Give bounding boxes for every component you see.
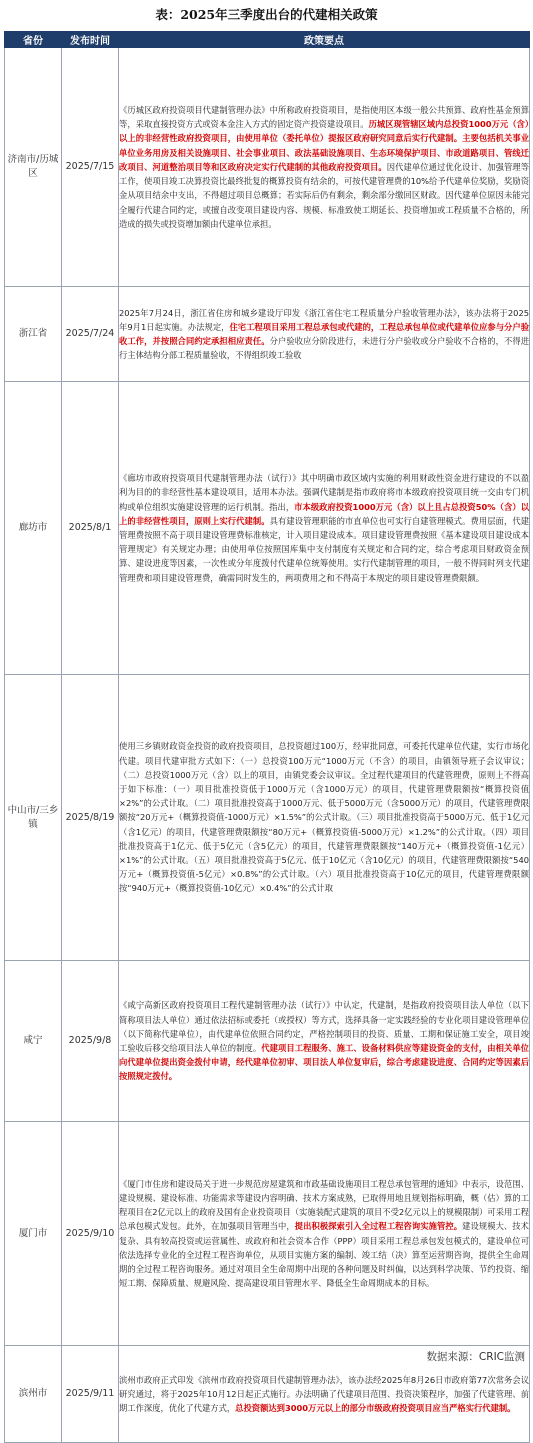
table-row xyxy=(5,287,530,382)
policy-text: 《厦门市住房和建设局关于进一步规范房屋建筑和市政基础设施项目工程总承包管理的通知》中表示，设范围、建设规模、建设标准、功能需求等建设内容明确、技术方案成熟，已取得用地且规划指标明确，概（估）算的工程项目在2亿元以上的政府及国有企业投资项目（实施装配式建筑的项目不受2亿元以上的规模限制）可采用工程总承包模式发包。此外，在加强项目管理当中， xyxy=(119,1178,529,1232)
highlighted-text: 住宅工程项目采用工程总承包或代建的，工程总承包单位或代建单位应参与分户验收工作，并按照合同约定承担相应责任。 xyxy=(119,321,529,346)
cell-policy-points xyxy=(119,48,530,287)
policy-table xyxy=(4,31,530,1443)
cell-province: 咸宁 xyxy=(5,961,62,1122)
cell-province: 廊坊市 xyxy=(5,382,62,675)
header-province: 省份 xyxy=(5,32,62,48)
policy-text: 因代建单位通过优化设计、加强管理等工作，使项目竣工决算投资比最终批复的概算投资有结余的，可按代建管理费的10%给予代建单位奖励，奖励资金从项目结余中支出，不得超过项目总概算；若实际后仍有剩余，剩余部分缴回区财政。因代建单位原因未能完全履行代建合同约定，或擅自改变项目建设内容、规模、标准致使工期延长、投资增加或工程质量不合格的，所造成的损失或投资增加额由代建单位承担。 xyxy=(119,161,529,229)
policy-text: 具有建设管理职能的市直单位也可实行自建管理模式。费用层面，代建管理费按照不高于项目建设管理费标准核定，计入项目建设成本。项目建设管理费按照《基本建设项目建设成本管理规定》有关规定办理；由使用单位按照国库集中支付制度有关规定和合同约定，综合考虑项目财政资金预算、建设进度等因素，一次性或分年度拨付代建单位统筹使用。实行代建制管理的项目，一般不得同时列支代建管理费和项目建设管理费，确需同时发生的，两项费用之和不得高于本规定的项目建设管理费限额。 xyxy=(119,515,529,583)
policy-text: 《历城区政府投资项目代建制管理办法》中所称政府投资项目，是指使用区本级一般公共预算、政府性基金预算等，采取直接投资方式或资本金注入方式的固定资产投资建设项目。 xyxy=(119,105,529,130)
cell-date: 2025/7/24 xyxy=(62,287,119,382)
cell-policy-points xyxy=(119,382,530,675)
highlighted-text: 代建项目工程服务、施工、设备材料供应等建设资金的支付，由相关单位向代建单位提出资金拨付申请，经代建单位初审、项目法人单位复审后，综合考虑建设进度、合同约定等因素后按照规定拨付。 xyxy=(119,1043,529,1082)
highlighted-text: 提出积极探索引入全过程工程咨询实施管控。 xyxy=(294,1221,463,1232)
cell-date: 2025/8/19 xyxy=(62,675,119,961)
table-row xyxy=(5,1122,530,1346)
policy-text: 滨州市政府正式印发《滨州市政府投资项目代建制管理办法》，该办法经2025年8月26日市政府第77次常务会议研究通过，将于2025年10月12日起正式施行。办法明确了代建项目范围、投资决策程序，加强了代建管理、前期工作深度，优化了代建方式， xyxy=(119,1374,529,1414)
table-title: 表：2025年三季度出台的代建相关政策 xyxy=(155,7,378,22)
table-row xyxy=(5,675,530,961)
policy-text: 2025年7月24日，浙江省住房和城乡建设厅印发《浙江省住宅工程质量分户验收管理办法》，该办法将于2025年9月1日起实施。办法规定， xyxy=(119,307,529,332)
cell-province: 济南市/历城区 xyxy=(5,48,62,287)
cell-policy-points xyxy=(119,675,530,961)
policy-text: 分户验收应分阶段进行，未进行分户验收或分户验收不合格的，不得进行主体结构分部工程质量验收，不得组织竣工验收 xyxy=(119,336,529,361)
table-header-row xyxy=(5,32,530,48)
policy-text: 建设规模大、技术复杂、具有较高投资或运营属性、或政府和社会资本合作（PPP）项目采用工程总承包发包模式的，建设单位可依法选择专业化的全过程工程咨询单位，从项目实施方案的编制、竣工结（决）算至运营期咨询，提供全生命周期的全过程工程咨询服务。通过对项目全生命周期中出现的各种问题及时纠偏，以达到科学决策、节约投资、缩短工期、保障质量、规避风险、提高建设项目管理水平、降低全生命周期成本的目标。 xyxy=(119,1221,529,1289)
highlighted-text: 市本级政府投资1000万元（含）以上且占总投资50%（含）以上的非经营性项目，原则上实行代建制。 xyxy=(119,501,529,526)
cell-policy-points xyxy=(119,287,530,382)
cell-date: 2025/7/15 xyxy=(62,48,119,287)
header-date: 发布时间 xyxy=(62,32,119,48)
cell-date: 2025/9/11 xyxy=(62,1346,119,1443)
cell-policy-points xyxy=(119,1122,530,1346)
table-row xyxy=(5,961,530,1122)
policy-text: 《咸宁高新区政府投资项目工程代建制管理办法（试行）》中认定，代建制，是指政府投资项目法人单位（以下简称项目法人单位）通过依法招标或委托（或授权）等方式，选择具备一定实践经验的专业化项目建设管理单位（以下简称代建单位），由代建单位依照合同约定，严格控制项目的投资、质量、工期和保证施工安全，项目竣工验收后移交给项目法人单位的制度。 xyxy=(119,1000,529,1053)
highlighted-text: 总投资额达到3000万元以上的部分市级政府投资项目应当严格实行代建制。 xyxy=(235,1403,516,1414)
policy-text: 使用三乡镇财政资金投资的政府投资项目，总投资超过100万，经审批同意，可委托代建单位代建，实行市场化代建。项目代建审批方式如下：（一）总投资100万元“1000万元（不含）的项目，由镇领导班子会议审议；（二）总投资1000万元（含）以上的项目，由镇党委会议审议。全过程代建项目的代建管理费，原则上不得高于如下标准：（一）项目批准投资低于1000万元（含1000万元）的项目，代建管理费限额按“概算投资值×2%”的公式计取。（二）项目批准投资高于1000万元、低于5000万元（含5000万元）的项目，代建管理费限额按“20万元+（概算投资值-1000万元）×1.5%”的公式计取。（三）项目批准投资高于5000万元、低于1亿元（含1亿元）的项目，代建管理费限额按“80万元+（概算投资值-5000万元）×1.2%”的公式计取。（四）项目批准投资高于1亿元、低于5亿元（含5亿元）的项目，代建管理费限额按“140万元+（概算投资值-1亿元）×1%”的公式计取。（五）项目批准投资高于5亿元、低于10亿元（含10亿元）的项目，代建管理费限额按“540万元+（概算投资值-5亿元）×0.8%”的公式计取。（六）项目批准投资高于10亿元的项目，代建管理费限额按“940万元+（概算投资值-10亿元）×0.4%”的公式计取 xyxy=(119,741,529,894)
cell-province: 浙江省 xyxy=(5,287,62,382)
cell-province: 厦门市 xyxy=(5,1122,62,1346)
highlighted-text: 历城区现管辖区域内总投资1000万元（含）以上的非经营性政府投资项目，由使用单位（委托单位）提报区政府研究同意后实行代建制。主要包括机关事业单位业务用房及相关设施项目、社会事业项目、政法基础设施项目、生态环境保护项目、市政道路项目、管线迁改项目、河道整治项目等和区政府决定实行代建制的其他政府投资项目。 xyxy=(119,119,529,172)
table-row xyxy=(5,48,530,287)
cell-date: 2025/9/10 xyxy=(62,1122,119,1346)
header-policy: 政策要点 xyxy=(119,32,530,48)
data-source-note: 数据来源：CRIC监测 xyxy=(426,1351,525,1363)
cell-province: 滨州市 xyxy=(5,1346,62,1443)
table-row xyxy=(5,382,530,675)
cell-date: 2025/9/8 xyxy=(62,961,119,1122)
cell-province: 中山市/三乡镇 xyxy=(5,675,62,961)
policy-text: 《廊坊市政府投资项目代建制管理办法（试行）》其中明确市政区域内实施的利用财政性资金进行建设的不以盈利为目的的非经营性基本建设项目，适用本办法。强调代建制是指市政府将市本级政府投资项目统一交由专门机构或单位组织实施建设管理的运行机制。指出， xyxy=(119,473,529,512)
cell-policy-points xyxy=(119,961,530,1122)
cell-date: 2025/8/1 xyxy=(62,382,119,675)
